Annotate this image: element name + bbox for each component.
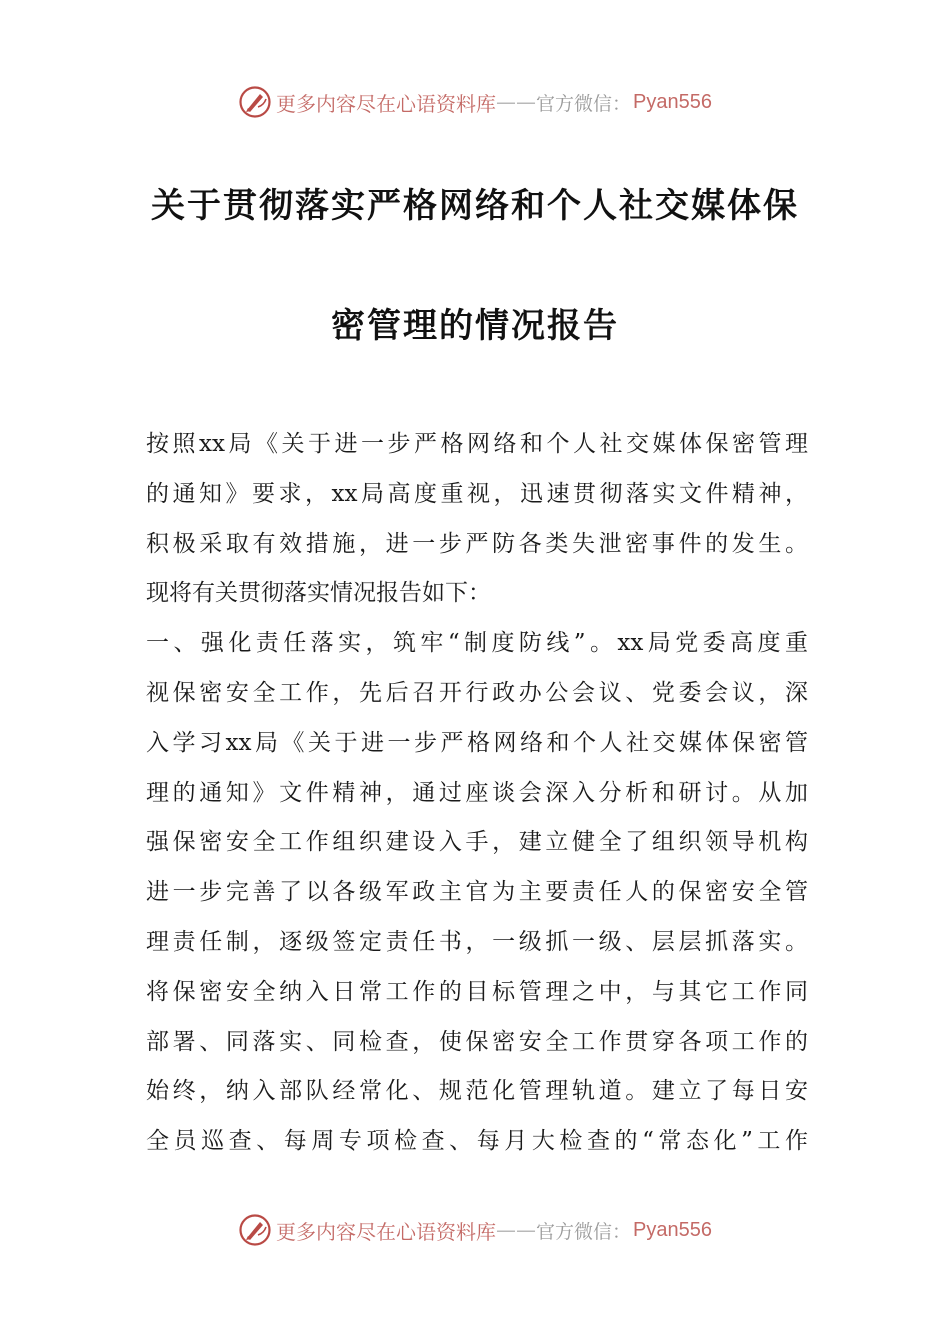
body-line: 的通知》要求，xx局高度重视，迅速贯彻落实文件精神， — [146, 480, 808, 507]
body-line: 始终，纳入部队经常化、规范化管理轨道。建立了每日安 — [146, 1078, 808, 1105]
watermark-text: 更多内容尽在心语资料库 — [276, 1219, 496, 1244]
body-line: 部署、同落实、同检查，使保密安全工作贯穿各项工作的 — [146, 1028, 808, 1055]
body-line: 积极采取有效措施，进一步严防各类失泄密事件的发生。 — [146, 530, 808, 557]
body-line: 进一步完善了以各级军政主官为主要责任人的保密安全管 — [146, 879, 808, 906]
body-line: 视保密安全工作，先后召开行政办公会议、党委会议，深 — [146, 679, 808, 706]
watermark-wechat-label: 官方微信： — [536, 1220, 632, 1243]
document-body — [146, 420, 808, 1167]
body-line: 现将有关贯彻落实情况报告如下： — [146, 580, 491, 607]
watermark-wechat-label: 官方微信： — [536, 92, 632, 115]
watermark-wechat-id: Pyan556 — [633, 90, 712, 113]
body-line: 入学习xx局《关于进一步严格网络和个人社交媒体保密管 — [146, 729, 808, 756]
watermark-separator: —— — [496, 1218, 536, 1242]
body-line: 理责任制，逐级签定责任书，一级抓一级、层层抓落实。 — [146, 928, 808, 955]
pen-logo-icon — [238, 1213, 272, 1247]
pen-logo-icon — [238, 85, 272, 119]
document-title-line-1: 关于贯彻落实严格网络和个人社交媒体保 — [151, 186, 799, 226]
body-line: 强保密安全工作组织建设入手，建立健全了组织领导机构 — [146, 829, 808, 856]
watermark-text: 更多内容尽在心语资料库 — [276, 91, 496, 116]
body-line: 全员巡查、每周专项检查、每月大检查的“常态化”工作 — [146, 1128, 808, 1155]
watermark-banner-top — [0, 82, 950, 122]
body-line: 将保密安全纳入日常工作的目标管理之中，与其它工作同 — [146, 978, 808, 1005]
document-title-line-2: 密管理的情况报告 — [331, 306, 619, 346]
watermark-separator: —— — [496, 90, 536, 114]
watermark-banner-bottom — [0, 1210, 950, 1250]
body-line: 理的通知》文件精神，通过座谈会深入分析和研讨。从加 — [146, 779, 808, 806]
body-line: 一、强化责任落实，筑牢“制度防线”。xx局党委高度重 — [146, 630, 808, 657]
watermark-wechat-id: Pyan556 — [633, 1218, 712, 1241]
body-line: 按照xx局《关于进一步严格网络和个人社交媒体保密管理 — [146, 431, 808, 457]
